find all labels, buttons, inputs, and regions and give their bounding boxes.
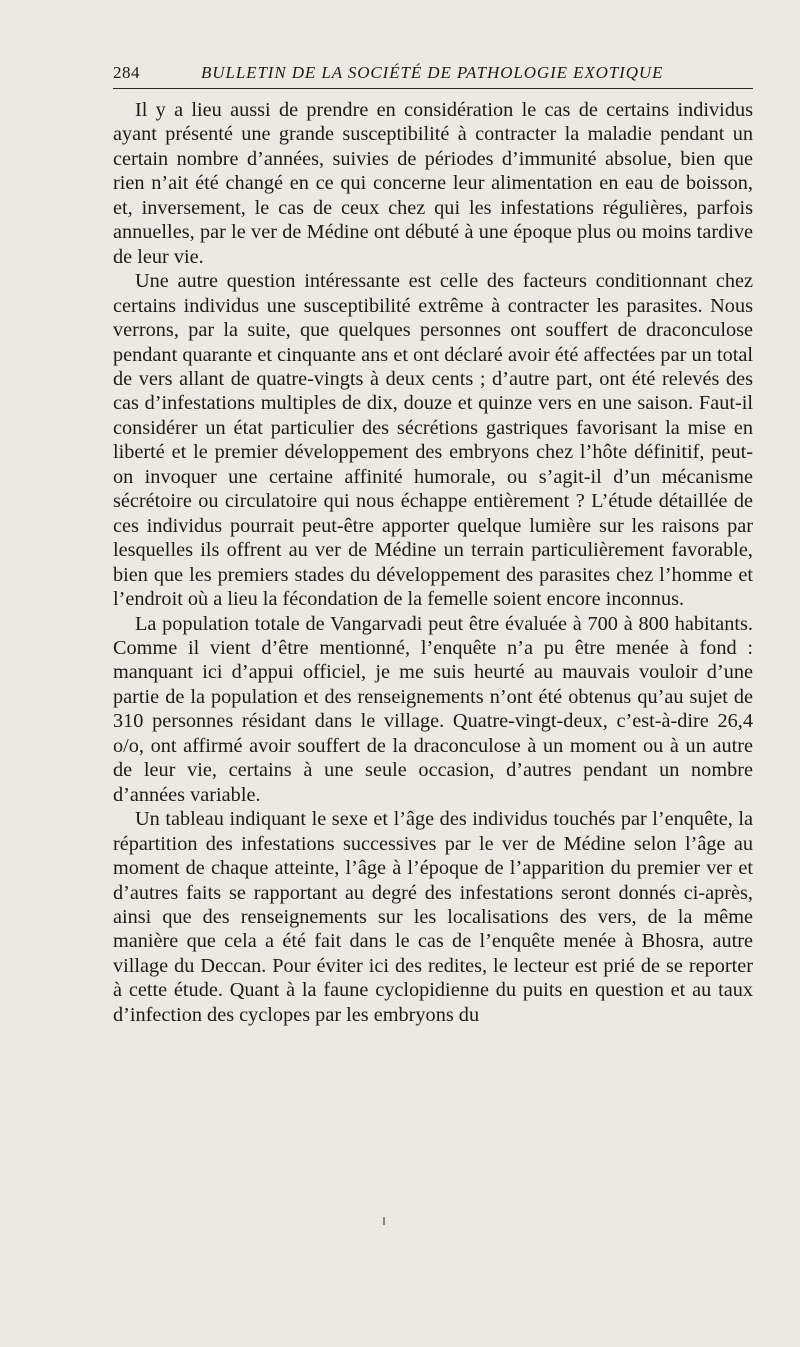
body-text xyxy=(113,98,753,1027)
journal-title: BULLETIN DE LA SOCIÉTÉ DE PATHOLOGIE EXOTIQUE xyxy=(201,63,664,82)
page-mark xyxy=(383,1217,385,1225)
header-rule xyxy=(113,88,753,89)
paragraph-survey-table: Un tableau indiquant le sexe et l’âge des individus touchés par l’enquête, la répartition des infestations successives par le ver de Médine selon l’âge au moment de chaque atteinte, l’âge à l’époque de l’apparition du premier ver et d’autres faits se rapportant au degré des infestations seront donnés ci-après, ainsi que des renseignements sur les localisations des vers, de la même manière que cela a été fait dans le cas de l’enquête menée à Bhosra, autre village du Deccan. Pour éviter ici des redites, le lecteur est prié de se reporter à cette étude. Quant à la faune cyclopidienne du puits en question et au taux d’infection des cyclopes par les embryons du xyxy=(113,808,753,1026)
paragraph-population: La population totale de Vangarvadi peut être évaluée à 700 à 800 habitants. Comme il vient d’être mentionné, l’enquête n’a pu être menée à fond : manquant ici d’appui officiel, je me suis heurté au mauvais vouloir d’une partie de la population et des renseignements n’ont été obtenus qu’au sujet de 310 personnes résidant dans le village. Quatre-vingt-deux, c’est-à-dire 26,4 o/o, ont affirmé avoir souffert de la draconculose à un moment ou à un autre de leur vie, certains à une seule occasion, d’autres pendant un nombre d’années variable. xyxy=(113,612,753,806)
page-number: 284 xyxy=(113,63,140,82)
running-header xyxy=(113,59,753,87)
paragraph-susceptibility: Une autre question intéressante est celle des facteurs conditionnant chez certains individus une susceptibilité extrême à contracter les parasites. Nous verrons, par la suite, que quelques personnes ont souffert de draconculose pendant quarante et cinquante ans et ont déclaré avoir été affectées par un total de vers allant de quatre-vingts à deux cents ; d’autre part, ont été relevés des cas d’infestations multiples de dix, douze et quinze vers en une saison. Faut-il considérer un état particulier des sécrétions gastriques favorisant la mise en liberté et le premier développement des embryons chez l’hôte définitif, peut-on invoquer une certaine affinité humorale, ou s’agit-il d’un mécanisme sécrétoire ou circulatoire qui nous échappe entièrement ? L’étude détaillée de ces individus pourrait peut-être apporter quelque lumière sur les raisons par lesquelles ils offrent au ver de Médine un terrain particulièrement favorable, bien que les premiers stades du développement des parasites chez l’homme et l’endroit où a lieu la fécondation de la femelle soient encore inconnus. xyxy=(113,270,753,611)
paragraph-immunity: Il y a lieu aussi de prendre en considération le cas de certains individus ayant présenté une grande susceptibilité à contracter la maladie pendant un certain nombre d’années, suivies de périodes d’immunité absolue, bien que rien n’ait été changé en ce qui concerne leur alimentation en eau de boisson, et, inversement, le cas de ceux chez qui les infestations régulières, parfois annuelles, par le ver de Médine ont débuté à une époque plus ou moins tardive de leur vie. xyxy=(113,99,753,268)
